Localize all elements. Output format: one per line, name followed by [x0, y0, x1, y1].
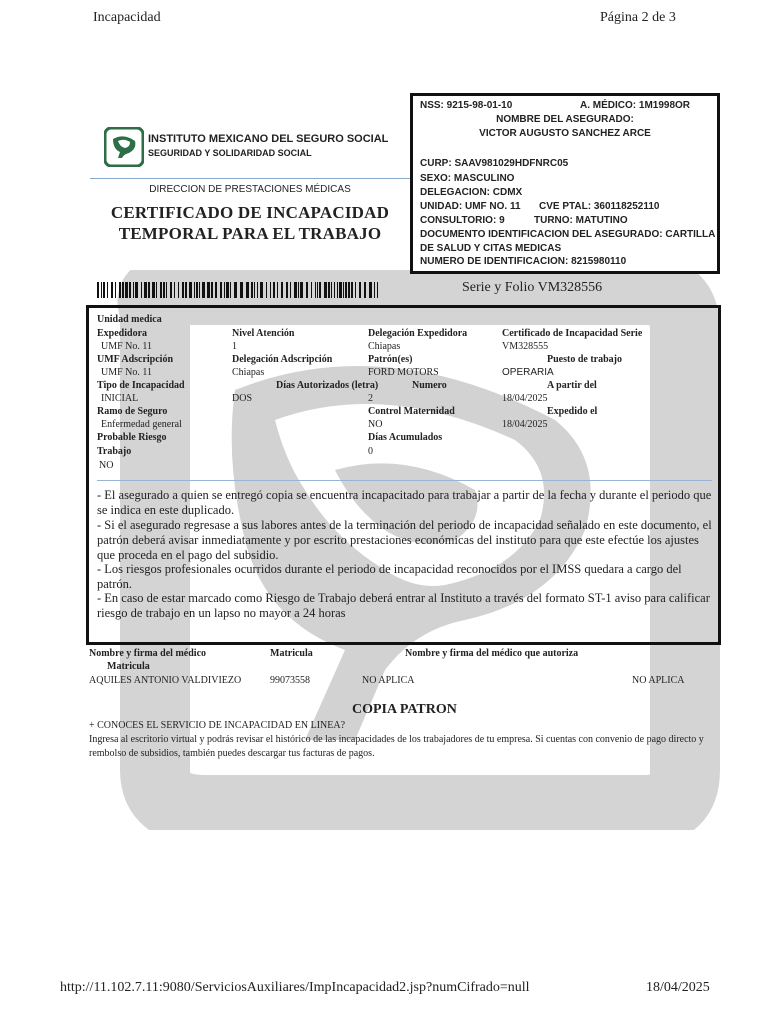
barcode-bar	[337, 282, 338, 298]
barcode-bar	[317, 282, 318, 298]
value-ramo-seguro: Enfermedad general	[101, 419, 182, 430]
barcode-bar	[339, 282, 342, 298]
value-numero: 2	[368, 393, 373, 404]
barcode-bar	[306, 282, 308, 298]
insured-info-box	[410, 93, 720, 274]
label-nivel-atencion: Nivel Atención	[232, 328, 295, 339]
barcode-bar	[230, 282, 231, 298]
label-ramo-seguro: Ramo de Seguro	[97, 406, 168, 417]
value-patron: FORD MOTORS	[368, 367, 439, 378]
barcode-bar	[273, 282, 275, 298]
barcode-bar	[101, 282, 102, 298]
value-no-aplica-2: NO APLICA	[632, 675, 685, 686]
barcode-bar	[257, 282, 258, 298]
barcode-bar	[251, 282, 253, 298]
label-expedidora: Expedidora	[97, 328, 148, 339]
barcode-bar	[207, 282, 210, 298]
label-medico-autoriza: Nombre y firma del médico que autoriza	[405, 648, 579, 659]
value-delegacion-expedidora: Chiapas	[368, 341, 401, 352]
page-header-title: Incapacidad	[93, 10, 161, 25]
label-a-partir: A partir del	[547, 380, 597, 391]
online-service-question: + CONOCES EL SERVICIO DE INCAPACIDAD EN LINEA?	[89, 720, 346, 731]
barcode-bar	[182, 282, 184, 298]
label-dias-acumulados: Días Acumulados	[368, 432, 443, 443]
institution-name: INSTITUTO MEXICANO DEL SEGURO SOCIAL	[148, 133, 389, 145]
barcode-bar	[331, 282, 332, 298]
value-umf-adscripcion: UMF No. 11	[101, 367, 153, 378]
barcode-bar	[189, 282, 192, 298]
barcode-bar	[364, 282, 366, 298]
barcode-bar	[294, 282, 297, 298]
value-dias-autorizados: DOS	[232, 393, 253, 404]
label-tipo-incapacidad: Tipo de Incapacidad	[97, 380, 185, 391]
barcode-icon	[97, 282, 382, 298]
barcode-bar	[170, 282, 172, 298]
barcode-bar	[311, 282, 312, 298]
label-umf-adscripcion: UMF Adscripción	[97, 354, 174, 365]
barcode-bar	[266, 282, 267, 298]
value-umf-expedidora: UMF No. 11	[101, 341, 153, 352]
barcode-bar	[129, 282, 131, 298]
unidad: UNIDAD: UMF NO. 11	[420, 201, 521, 212]
imss-eagle-logo-icon	[104, 127, 144, 167]
label-patron: Patrón(es)	[368, 354, 413, 365]
title-line-1: CERTIFICADO DE INCAPACIDAD	[110, 203, 390, 222]
barcode-bar	[351, 282, 353, 298]
barcode-bar	[115, 282, 116, 298]
footer-url[interactable]: http://11.102.7.11:9080/ServiciosAuxiliares/ImpIncapacidad2.jsp?numCifrado=null	[60, 980, 530, 995]
barcode-bar	[348, 282, 350, 298]
value-tipo-incapacidad: INICIAL	[101, 393, 139, 404]
barcode-bar	[300, 282, 303, 298]
insured-name: VICTOR AUGUSTO SANCHEZ ARCE	[479, 128, 651, 139]
barcode-bar	[148, 282, 150, 298]
label-certificado-serie: Certificado de Incapacidad Serie	[502, 328, 643, 339]
divider	[97, 480, 712, 481]
barcode-bar	[374, 282, 375, 298]
curp: CURP: SAAV981029HDFNRC05	[420, 158, 569, 169]
label-puesto: Puesto de trabajo	[547, 354, 622, 365]
barcode-bar	[196, 282, 198, 298]
barcode-bar	[343, 282, 344, 298]
barcode-bar	[254, 282, 255, 298]
note-4: - En caso de estar marcado como Riesgo de Trabajo deberá entrar al Instituto a través del formato ST-1 aviso para calificar riesgo de trabajo en un lapso no mayor a 24 horas	[97, 591, 710, 620]
certificate-details-box	[86, 305, 721, 645]
barcode-bar	[369, 282, 372, 298]
barcode-bar	[277, 282, 278, 298]
value-dias-acumulados: 0	[368, 446, 373, 457]
barcode-bar	[152, 282, 155, 298]
institution-motto: SEGURIDAD Y SOLIDARIDAD SOCIAL	[148, 148, 312, 158]
barcode-bar	[144, 282, 147, 298]
barcode-bar	[178, 282, 179, 298]
note-1: - El asegurado a quien se entregó copia se encuentra incapacitado para trabajar a partir de la fecha y durante el periodo que se indica en este duplicado.	[97, 488, 712, 517]
cve-ptal: CVE PTAL: 360118252110	[539, 201, 660, 212]
barcode-bar	[315, 282, 316, 298]
insured-name-label: NOMBRE DEL ASEGURADO:	[496, 114, 634, 125]
barcode-bar	[240, 282, 243, 298]
turno: TURNO: MATUTINO	[534, 215, 628, 226]
label-delegacion-expedidora: Delegación Expedidora	[368, 328, 468, 339]
barcode-bar	[220, 282, 222, 298]
barcode-bar	[156, 282, 157, 298]
barcode-bar	[97, 282, 99, 298]
barcode-bar	[234, 282, 237, 298]
barcode-bar	[174, 282, 175, 298]
barcode-bar	[215, 282, 217, 298]
numero-identificacion: NUMERO DE IDENTIFICACION: 8215980110	[420, 256, 627, 267]
barcode-bar	[345, 282, 347, 298]
barcode-bar	[286, 282, 288, 298]
barcode-bar	[298, 282, 299, 298]
barcode-bar	[125, 282, 128, 298]
label-trabajo: Trabajo	[97, 446, 132, 457]
barcode-bar	[260, 282, 263, 298]
barcode-bar	[107, 282, 108, 298]
label-control-maternidad: Control Maternidad	[368, 406, 455, 417]
label-unidad-medica: Unidad medica	[97, 314, 162, 325]
barcode-bar	[135, 282, 138, 298]
divider	[90, 178, 410, 179]
footer-date: 18/04/2025	[646, 980, 710, 995]
barcode-bar	[319, 282, 321, 298]
barcode-bar	[119, 282, 121, 298]
document-title	[90, 202, 410, 244]
direction-label: DIRECCION DE PRESTACIONES MÉDICAS	[149, 184, 351, 195]
barcode-bar	[270, 282, 271, 298]
barcode-bar	[324, 282, 327, 298]
barcode-bar	[377, 282, 378, 298]
nss: NSS: 9215-98-01-10	[420, 100, 513, 111]
barcode-bar	[199, 282, 200, 298]
documento-line-1: DOCUMENTO IDENTIFICACION DEL ASEGURADO: CARTILLA	[420, 229, 716, 240]
barcode-bar	[224, 282, 225, 298]
barcode-bar	[103, 282, 105, 298]
barcode-bar	[163, 282, 165, 298]
value-no-aplica-1: NO APLICA	[362, 675, 415, 686]
barcode-bar	[211, 282, 213, 298]
value-delegacion-adscripcion: Chiapas	[232, 367, 265, 378]
barcode-bar	[355, 282, 356, 298]
value-trabajo: NO	[99, 460, 114, 471]
label-expedido-el: Expedido el	[547, 406, 598, 417]
label-dias-autorizados: Días Autorizados (letra)	[276, 380, 379, 391]
value-expedido-el: 18/04/2025	[502, 419, 548, 430]
page-number: Página 2 de 3	[600, 10, 676, 25]
barcode-bar	[359, 282, 361, 298]
barcode-bar	[226, 282, 229, 298]
barcode-bar	[334, 282, 335, 298]
value-matricula: 99073558	[270, 675, 310, 686]
consultorio: CONSULTORIO: 9	[420, 215, 505, 226]
barcode-bar	[290, 282, 291, 298]
barcode-bar	[122, 282, 124, 298]
delegacion: DELEGACION: CDMX	[420, 187, 523, 198]
title-line-2: TEMPORAL PARA EL TRABAJO	[118, 224, 382, 243]
note-2: - Si el asegurado regresase a sus labores antes de la terminación del periodo de incapacidad señalado en este documento, el patrón deberá avisar inmediatamente y por escrito prestaciones económicas del instituto para que este efectúe los ajustes que proceda en el pago del subsidio.	[97, 518, 712, 562]
barcode-bar	[194, 282, 195, 298]
label-delegacion-adscripcion: Delegación Adscripción	[232, 354, 333, 365]
barcode-bar	[202, 282, 205, 298]
value-medico: AQUILES ANTONIO VALDIVIEZO	[89, 675, 242, 686]
barcode-bar	[281, 282, 283, 298]
label-matricula: Matricula	[270, 648, 313, 659]
barcode-bar	[185, 282, 187, 298]
label-probable-riesgo: Probable Riesgo	[97, 432, 167, 443]
barcode-bar	[141, 282, 142, 298]
barcode-bar	[246, 282, 249, 298]
medico-code: A. MÉDICO: 1M1998OR	[580, 100, 691, 111]
barcode-bar	[160, 282, 162, 298]
value-certificado-serie: VM328555	[502, 341, 549, 352]
documento-line-2: DE SALUD Y CITAS MEDICAS	[420, 243, 562, 251]
barcode-bar	[111, 282, 113, 298]
barcode-bar	[328, 282, 330, 298]
note-3: - Los riesgos profesionales ocurridos durante el periodo de incapacidad reconocidos por el IMSS quedara a cargo del patrón.	[97, 562, 682, 591]
online-service-text: Ingresa al escritorio virtual y podrás revisar el histórico de las incapacidades de los trabajadores de tu empresa. Si cuentas con convenio de pago directo y rembolso de subsidios, también puedes descargar tus facturas de pagos.	[89, 734, 704, 759]
label-numero: Numero	[412, 380, 447, 391]
value-nivel-atencion: 1	[232, 341, 237, 352]
serie-folio: Serie y Folio VM328556	[462, 280, 603, 295]
barcode-bar	[133, 282, 134, 298]
value-a-partir: 18/04/2025	[502, 393, 548, 404]
value-puesto: OPERARIA	[502, 367, 554, 378]
label-medico: Nombre y firma del médico	[89, 648, 207, 659]
label-matricula-2: Matricula	[107, 661, 150, 672]
barcode-bar	[166, 282, 167, 298]
value-control-maternidad: NO	[368, 419, 383, 430]
sexo: SEXO: MASCULINO	[420, 173, 515, 184]
copia-label: COPIA PATRON	[352, 702, 457, 717]
